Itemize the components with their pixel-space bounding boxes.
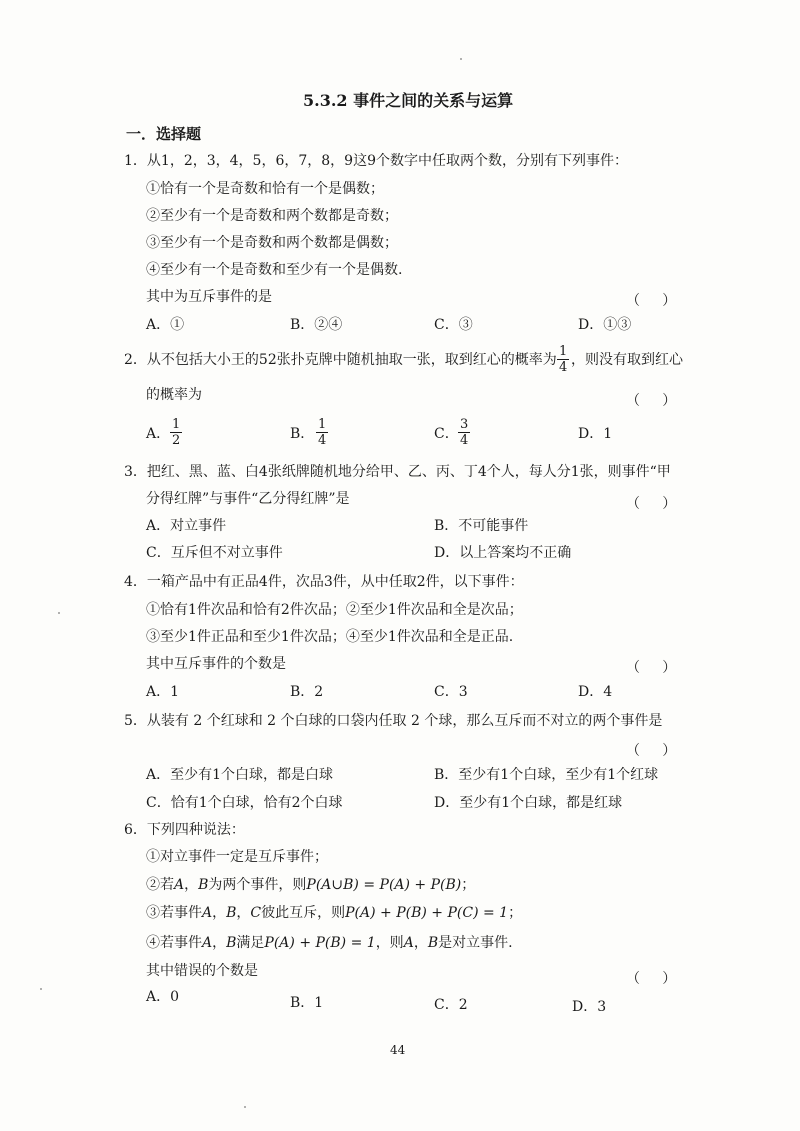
fraction (557, 344, 569, 375)
option-b: B．1 (290, 995, 324, 1011)
statement-text: ④若事件 (146, 935, 202, 951)
statement-text: 为两个事件，则 (208, 877, 307, 893)
statement-text: 满足 (236, 935, 265, 951)
math-formula: P(A) + P(B) + P(C) = 1 (345, 905, 509, 921)
statement-item: ④至少有一个是奇数和至少有一个是偶数. (146, 262, 403, 278)
statement-item (146, 904, 522, 922)
fraction-denominator: 4 (460, 433, 469, 448)
option-a: A．① (146, 317, 185, 333)
math-var: B (427, 935, 439, 951)
scan-speck (40, 988, 42, 990)
fraction-numerator: 1 (172, 417, 181, 432)
option-c: C．互斥但不对立事件 (146, 545, 283, 561)
statement-item: ③至少有一个是奇数和两个数都是偶数； (146, 235, 398, 251)
option-d: D．4 (578, 684, 613, 700)
answer-blank: （ ） (626, 743, 677, 759)
option-d: D．1 (578, 426, 613, 442)
statement-text: ，则 (375, 935, 404, 951)
question-prompt: 其中互斥事件的个数是 (146, 656, 286, 672)
section-heading: 一．选择题 (126, 125, 202, 143)
statement-text: ， (236, 905, 251, 921)
statement-text: ， (413, 935, 428, 951)
question-prompt: 其中为互斥事件的是 (146, 289, 272, 305)
math-var: B (226, 935, 237, 951)
answer-blank: （ ） (626, 660, 677, 676)
statement-text: ； (508, 905, 523, 921)
option-c: C．3 (434, 684, 468, 700)
question-stem: 1．从1，2，3，4，5，6，7，8，9这9个数字中任取两个数，分别有下列事件： (124, 153, 628, 169)
fraction-denominator: 4 (559, 360, 568, 375)
math-formula: P(A∪B) = P(A) + P(B) (306, 877, 462, 893)
question-stem: 6．下列四种说法： (124, 822, 245, 838)
statement-item (146, 934, 513, 952)
fraction (170, 417, 182, 448)
math-formula: P(A) + P(B) = 1 (264, 935, 376, 951)
statement-line: ③至少1件正品和至少1件次品；④至少1件次品和全是正品. (146, 629, 514, 645)
question-stem-cont: 的概率为 (146, 387, 202, 403)
option-b: B．2 (290, 684, 324, 700)
statement-item: ①对立事件一定是互斥事件； (146, 849, 328, 865)
statement-text: 彼此互斥，则 (261, 905, 346, 921)
option-d: D．3 (572, 999, 607, 1015)
scan-speck (244, 1106, 246, 1108)
fraction (458, 417, 470, 448)
option-c: C．恰有1个白球，恰有2个白球 (146, 795, 343, 811)
statement-item (146, 876, 475, 894)
option-c: C．③ (434, 317, 473, 333)
page-number: 44 (390, 1043, 406, 1057)
option-d: D．①③ (578, 317, 632, 333)
question-stem-cont: ，则没有取到红心 (571, 352, 683, 368)
math-var: A (403, 935, 414, 951)
option-b: B．②④ (290, 317, 343, 333)
statement-text: ， (212, 935, 227, 951)
option-a: A．1 (146, 684, 180, 700)
option-b: B．不可能事件 (434, 518, 529, 534)
statement-text: ； (461, 877, 476, 893)
option-b: B．至少有1个白球，至少有1个红球 (434, 767, 659, 783)
option-c: C．2 (434, 997, 468, 1013)
math-var: A (202, 935, 213, 951)
option-a: A．0 (146, 989, 180, 1005)
scan-speck (460, 58, 462, 60)
answer-blank: （ ） (626, 393, 677, 409)
statement-text: 是对立事件. (438, 935, 513, 951)
statement-item: ②至少有一个是奇数和两个数都是奇数； (146, 208, 398, 224)
math-var: B (198, 877, 209, 893)
page-title: 5.3.2 事件之间的关系与运算 (303, 91, 514, 110)
statement-text: ②若 (146, 877, 174, 893)
option-d: D．以上答案均不正确 (434, 545, 572, 561)
question-stem-cont: 分得红牌”与事件“乙分得红牌”是 (146, 491, 350, 507)
statement-text: ， (184, 877, 199, 893)
statement-text: ③若事件 (146, 905, 202, 921)
question-prompt: 其中错误的个数是 (146, 963, 258, 979)
option-b: B． (290, 426, 315, 442)
answer-blank: （ ） (626, 496, 677, 512)
fraction-numerator: 3 (460, 417, 469, 432)
option-a: A．对立事件 (146, 518, 227, 534)
statement-item: ①恰有一个是奇数和恰有一个是偶数； (146, 181, 384, 197)
question-stem: 5．从装有 2 个红球和 2 个白球的口袋内任取 2 个球，那么互斥而不对立的两个事件是 (124, 713, 663, 729)
fraction-denominator: 4 (318, 433, 327, 448)
fraction-denominator: 2 (172, 433, 181, 448)
question-stem: 2．从不包括大小王的52张扑克牌中随机抽取一张，取到红心的概率为 (124, 352, 557, 368)
scan-speck (58, 612, 60, 614)
fraction-numerator: 1 (318, 417, 327, 432)
question-stem: 3．把红、黑、蓝、白4张纸牌随机地分给甲、乙、丙、丁4个人，每人分1张，则事件“甲 (124, 464, 671, 480)
math-var: A (202, 905, 213, 921)
option-a: A． (146, 426, 171, 442)
answer-blank: （ ） (626, 293, 677, 309)
fraction (316, 417, 328, 448)
fraction-numerator: 1 (559, 344, 568, 359)
statement-text: ， (212, 905, 227, 921)
option-c: C． (434, 426, 459, 442)
math-var: A (174, 877, 185, 893)
question-stem: 4．一箱产品中有正品4件，次品3件，从中任取2件，以下事件： (124, 574, 524, 590)
option-d: D．至少有1个白球，都是红球 (434, 795, 623, 811)
option-a: A．至少有1个白球，都是白球 (146, 767, 334, 783)
math-var: B (226, 905, 237, 921)
math-var: C (250, 905, 262, 921)
answer-blank: （ ） (626, 971, 677, 987)
statement-line: ①恰有1件次品和恰有2件次品；②至少1件次品和全是次品； (146, 602, 523, 618)
